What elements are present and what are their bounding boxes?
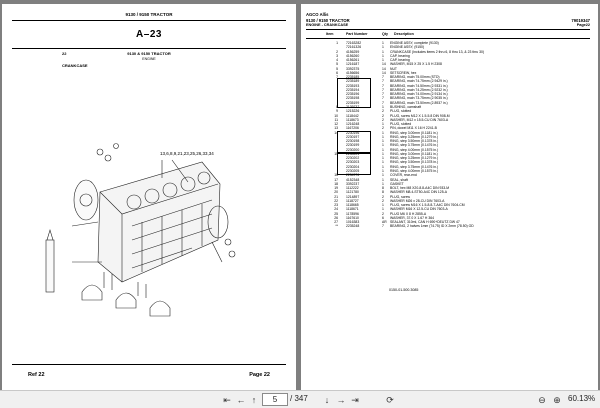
description: NUT xyxy=(390,66,397,71)
footer-ref: Ref 22 xyxy=(28,372,45,378)
description: PIN, dowel M11 X 16 H 2241-B xyxy=(390,126,437,131)
description: BEARING, main 74.75mm (2.9429 in.) xyxy=(390,79,448,84)
description: SEAL, shaft xyxy=(390,177,408,182)
quantity: 1 xyxy=(382,53,384,58)
description: RING, step 3.75mm (0.1476 in.) xyxy=(390,143,439,148)
quantity: 7 xyxy=(382,96,384,101)
item-number: 26 xyxy=(334,215,338,220)
part-number: 2230199 xyxy=(346,143,360,148)
description: WASHER, 37.0 X 1.67 H 364 xyxy=(390,215,434,220)
part-number: 4156656 xyxy=(346,70,360,75)
description: BEARING, main 73.75mm (2.9035 in.) xyxy=(390,96,448,101)
part-number: 3392375 xyxy=(346,66,360,71)
part-number: 1118673 xyxy=(346,117,359,122)
description: WASHER M8.4-ST50-A4C DIN 125-A xyxy=(390,190,447,195)
quantity: 2 xyxy=(382,194,384,199)
item-number: 8 xyxy=(336,104,338,109)
item-number: 10 xyxy=(334,113,338,118)
description: RING, step 3.50mm (0.1378 in.) xyxy=(390,160,439,165)
part-number: 2230203 xyxy=(346,160,360,165)
quantity: 7 xyxy=(382,75,384,80)
item-number: 11 xyxy=(334,117,338,122)
quantity: 7 xyxy=(382,83,384,88)
part-number: 4156260 xyxy=(346,53,360,58)
quantity: 2 xyxy=(382,198,384,203)
description: RING, step 4.00mm (0.1575 in.) xyxy=(390,168,439,173)
item-number: 17 xyxy=(334,177,338,182)
item-number: 21 xyxy=(334,194,338,199)
quantity: 8 xyxy=(382,190,384,195)
part-number: 1178596 xyxy=(346,211,359,216)
quantity: 7 xyxy=(382,224,384,229)
item-number: 24 xyxy=(334,207,338,212)
description: ENGINE ASSY, (9150) xyxy=(390,45,425,50)
description: BUSHING, camshaft xyxy=(390,104,422,109)
diagram-subtitle: ENGINE xyxy=(142,57,156,61)
description: RING, step 3.00mm (0.1181 in.) xyxy=(390,151,438,156)
quantity: 1 xyxy=(382,134,384,139)
item-number: 14 xyxy=(334,130,338,135)
part-number: 3392237 xyxy=(346,181,360,186)
description: BEARING, main 74.00mm (2.9134 in.) xyxy=(390,92,448,97)
scroll-down-icon[interactable]: ↓ xyxy=(324,395,330,405)
description: WASHER, M15 X 25 X 1.5 H 2308 xyxy=(390,62,442,67)
title-rule xyxy=(12,48,286,49)
part-number: 1118671 xyxy=(346,207,359,212)
quantity: 1 xyxy=(382,168,384,173)
quantity: 1 xyxy=(382,156,384,161)
scroll-up-icon[interactable]: ↑ xyxy=(251,395,257,405)
table-header-rule xyxy=(306,38,590,39)
description: BEARING, main 73.50mm (2.8937 in.) xyxy=(390,100,448,105)
quantity: AR xyxy=(382,220,387,225)
quantity: 7 xyxy=(382,79,384,84)
quantity: 2 xyxy=(382,109,384,114)
part-number: 2235199 xyxy=(346,100,360,105)
item-number: 5 xyxy=(336,66,338,71)
item-number: 4 xyxy=(336,58,338,63)
quantity: 7 xyxy=(382,92,384,97)
zoom-in-icon[interactable]: ⊕ xyxy=(553,395,561,405)
part-number: 2230198 xyxy=(346,139,360,144)
description: BEARING, main 75.00mm (STD) xyxy=(390,75,440,80)
description: SETSCREW, hex xyxy=(390,70,417,75)
quantity: 1 xyxy=(382,49,384,54)
item-number: 23 xyxy=(334,203,338,208)
quantity: 8 xyxy=(382,186,384,191)
quantity: 1 xyxy=(382,130,384,135)
part-number: 2234976 xyxy=(346,173,360,178)
section-title: ENGINE - CRANKCASE xyxy=(306,23,349,27)
quantity: 14 xyxy=(382,70,386,75)
part-number: 1118727 xyxy=(346,198,359,203)
description: BOLT, hex M8 X20-8.8-A4C DIN 933-M xyxy=(390,186,450,191)
quantity: 14 xyxy=(382,66,386,71)
part-number: 2230205 xyxy=(346,168,360,173)
quantity: 2 xyxy=(382,126,384,131)
description: BEARING, 2 halves 1mm (74.75) ID X 2mm (78.50) OD xyxy=(390,224,474,229)
quantity: 1 xyxy=(382,122,384,127)
ring-group-box xyxy=(337,131,371,153)
quantity: 6 xyxy=(382,215,384,220)
item-number: ** xyxy=(335,224,338,229)
part-number: 2230204 xyxy=(346,164,360,169)
part-number: 1167206 xyxy=(346,126,359,131)
part-number: 2235185 xyxy=(346,75,360,80)
part-number: 4156259 xyxy=(346,49,360,54)
next-page-icon[interactable]: → xyxy=(336,395,346,405)
zoom-out-icon[interactable]: ⊖ xyxy=(538,395,546,405)
description: RING, step 3.00mm (0.1181 in.) xyxy=(390,130,438,135)
description: WASHER M26 x 28-CU DIN 7603-A xyxy=(390,198,445,203)
description: PLUG M6 X 8 H 2855-A xyxy=(390,211,427,216)
crankcase-exploded-diagram xyxy=(42,122,242,332)
diagram-callout: 13,6,8,9,21,23,25,26,33,34 xyxy=(160,151,214,156)
part-number: 2235194 xyxy=(346,87,360,92)
part-number: 2230201 xyxy=(346,151,360,156)
bearing-group-box xyxy=(337,78,371,108)
rotate-icon[interactable]: ⟳ xyxy=(386,395,394,405)
page-label: Page22 xyxy=(576,23,590,27)
item-number: 13 xyxy=(334,126,338,131)
description: ENGINE ASSY, complete (9130) xyxy=(390,41,439,45)
footer-rule xyxy=(12,364,286,365)
prev-page-icon[interactable]: ← xyxy=(236,395,246,405)
item-number: 9 xyxy=(336,109,338,114)
part-number: 2230202 xyxy=(346,156,360,161)
quantity: 1 xyxy=(382,164,384,169)
description: WASHER, M12 x 15.5-CU DIN 7603-A xyxy=(390,117,449,122)
item-number: 27 xyxy=(334,220,338,225)
quantity: 7 xyxy=(382,87,384,92)
part-number: 2235198 xyxy=(346,96,360,101)
quantity: 1 xyxy=(382,45,384,50)
left-page xyxy=(2,4,296,390)
document-number: 79019347 xyxy=(571,18,590,23)
header-rule xyxy=(306,29,590,30)
brand-name: AGCO Allis xyxy=(306,12,329,17)
page-number-input[interactable]: 5 xyxy=(262,393,288,406)
part-number: 1016383 xyxy=(346,220,360,225)
model-title: 9130 / 9150 TRACTOR xyxy=(306,18,350,23)
item-number: 3 xyxy=(336,53,338,58)
item-number: 6 xyxy=(336,70,338,75)
description: PLUG, slotted xyxy=(390,122,412,127)
quantity: 1 xyxy=(382,58,384,63)
part-number: 1216248 xyxy=(346,122,360,127)
part-number: 1112222 xyxy=(346,186,359,191)
description: BEARING, main 74.25mm (2.9232 in.) xyxy=(390,87,448,92)
description: CAP, bearing xyxy=(390,58,410,63)
quantity: 1 xyxy=(382,143,384,148)
col-part-header: Part Number xyxy=(346,32,368,36)
part-number: 1216187 xyxy=(346,62,360,67)
item-number: 5 xyxy=(336,62,338,67)
quantity: 1 xyxy=(382,151,384,156)
item-number: 2 xyxy=(336,49,338,54)
page-id: A–23 xyxy=(136,29,162,40)
part-number: 1118442 xyxy=(346,113,359,118)
part-number: 2235196 xyxy=(346,92,360,97)
description: RING, step 3.50mm (0.1378 in.) xyxy=(390,139,439,144)
item-number: 22 xyxy=(334,198,338,203)
ref-number: 22 xyxy=(62,51,67,56)
quantity: 1 xyxy=(382,207,384,212)
item-number: 20 xyxy=(334,190,338,195)
description: PLUG, slotted xyxy=(390,109,412,114)
col-desc-header: Description xyxy=(394,32,414,36)
first-page-icon[interactable]: ⇤ xyxy=(223,395,231,405)
quantity: 1 xyxy=(382,181,384,186)
diagram-title: 9130 & 9150 TRACTOR xyxy=(127,51,171,56)
quantity: 7 xyxy=(382,100,384,105)
quantity: 1 xyxy=(382,104,384,109)
description: CRANKCASE (Includes items 2 thru 6, 8 thru 13, & 23 thru 30) xyxy=(390,49,485,54)
description: PLUG, screw xyxy=(390,194,410,199)
item-number: 12 xyxy=(334,122,338,127)
part-number: 2230197 xyxy=(346,134,360,139)
quantity: 1 xyxy=(382,177,384,182)
part-number: 2230200 xyxy=(346,147,360,152)
part-number: 1214897 xyxy=(346,194,360,199)
col-qty-header: Qty xyxy=(382,32,388,36)
right-page xyxy=(301,4,598,390)
description: BEARING, main 74.50mm (2.9331 in.) xyxy=(390,83,448,88)
part-number: 4156261 xyxy=(346,58,360,63)
quantity: 14 xyxy=(382,62,386,67)
part-number: 2235193 xyxy=(346,83,360,88)
quantity: 1 xyxy=(382,41,384,45)
description: COVER, rear-end xyxy=(390,173,417,178)
col-item-header: Item xyxy=(326,32,334,36)
description: RING, step 3.75mm (0.1476 in.) xyxy=(390,164,439,169)
item-number: 25 xyxy=(334,211,338,216)
quantity: 1 xyxy=(382,147,384,152)
item-number: 15 xyxy=(334,151,338,156)
section-name: CRANKCASE xyxy=(62,63,88,68)
footer-code: 0150-01-500.3085 xyxy=(389,288,419,292)
part-number: 72161326 xyxy=(346,45,362,50)
description: RING, step 4.00mm (0.1575 in.) xyxy=(390,147,439,152)
quantity: 1 xyxy=(382,173,384,178)
description: SEALANT, 310ml, CAN H 690+DEUTZ DW 47 xyxy=(390,220,460,225)
part-number: 2235248 xyxy=(346,224,360,229)
quantity: 1 xyxy=(382,203,384,208)
left-page-header-title: 9130 / 9150 TRACTOR xyxy=(125,12,173,17)
description: WASHER M16 X 12.5-CU DIN 7603-A xyxy=(390,207,448,212)
quantity: 2 xyxy=(382,117,384,122)
item-number: 16 xyxy=(334,173,338,178)
part-number: 1121780 xyxy=(346,190,359,195)
part-number: 2235189 xyxy=(346,79,360,84)
description: CAP, bearing xyxy=(390,53,410,58)
quantity: 1 xyxy=(382,139,384,144)
zoom-level[interactable]: 60.13% xyxy=(568,394,596,403)
header-rule xyxy=(12,20,286,21)
description: GASKET xyxy=(390,181,404,186)
item-number: 18 xyxy=(334,181,338,186)
description: PLUG, screw M16 X 1.5-8.8-T-A4C DIN 7604-CM xyxy=(390,203,465,208)
part-number: 1215226 xyxy=(346,109,360,114)
table-row xyxy=(306,224,590,228)
item-number: 1 xyxy=(336,41,338,45)
description: RING, step 3.25mm (0.1279 in.) xyxy=(390,156,439,161)
description: PLUG, screw M12 X 1.5-5.8 DIN 908-M xyxy=(390,113,450,118)
quantity: 2 xyxy=(382,113,384,118)
part-number: 2139737 xyxy=(346,104,360,109)
quantity: 1 xyxy=(382,160,384,165)
part-number: 4152348 xyxy=(346,177,360,182)
description: RING, step 3.25mm (0.1279 in.) xyxy=(390,134,439,139)
viewer-toolbar xyxy=(0,390,600,408)
footer-page: Page 22 xyxy=(249,372,270,378)
part-number: 72163282 xyxy=(346,41,362,45)
quantity: 2 xyxy=(382,211,384,216)
part-number: 2230196 xyxy=(346,130,360,135)
part-number: 1167610 xyxy=(346,215,359,220)
item-number: 19 xyxy=(334,186,338,191)
total-pages: / 347 xyxy=(290,394,308,403)
last-page-icon[interactable]: ⇥ xyxy=(351,395,359,405)
part-number: 1118665 xyxy=(346,203,359,208)
item-number: 7 xyxy=(336,75,338,80)
